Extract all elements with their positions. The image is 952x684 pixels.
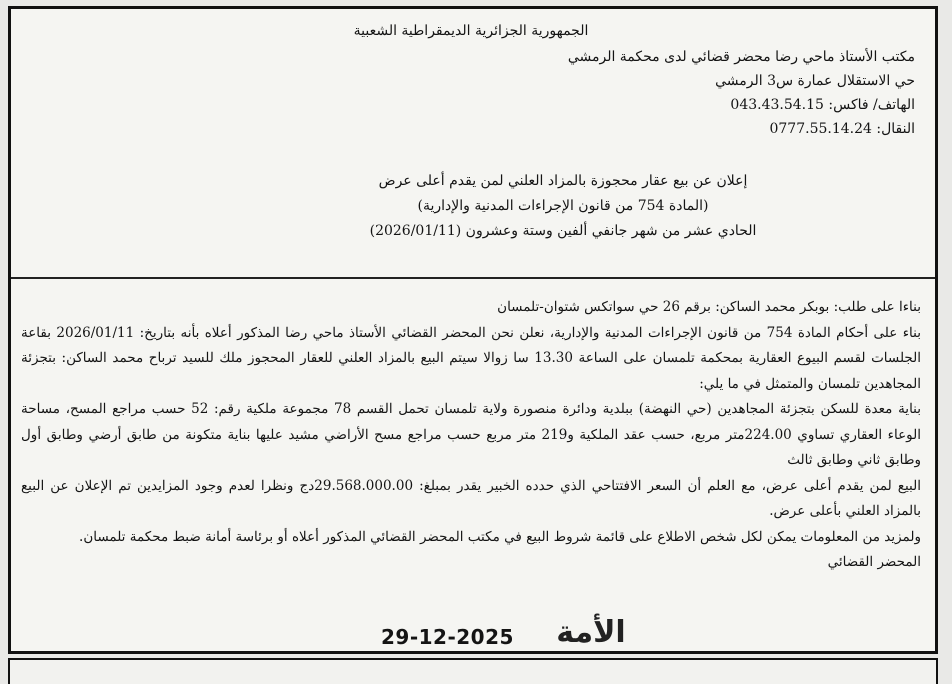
notice-title: إعلان عن بيع عقار محجوزة بالمزاد العلني لمن يقدم أعلى عرض bbox=[378, 173, 748, 189]
body-paragraph-legal: بناء على أحكام المادة 754 من قانون الإجراءات المدنية والإدارية، نعلن نحن المحضر القضائي الأستاذ ماحي رضا المذكور أعلاه بأنه بتاريخ: 2026/01/11 بقاعة الجلسات لقسم البيوع العقارية بمحكمة تلمسان على الساعة 13.30 سا زوالا سيتم البيع بالمزاد العلني للعقار المحجوز ملك للسيد ترباح محمد الساكن: بتجزئة المجاهدين تلمسان والمتمثل في ما يلي: bbox=[21, 324, 922, 392]
notice-heading bbox=[11, 169, 935, 244]
footer bbox=[11, 615, 935, 657]
office-header bbox=[21, 19, 921, 141]
announcement-frame bbox=[8, 6, 938, 654]
section-divider bbox=[11, 277, 935, 279]
republic-title: الجمهورية الجزائرية الديمقراطية الشعبية bbox=[353, 23, 589, 39]
next-announcement-edge bbox=[8, 658, 938, 684]
office-name: مكتب الأستاذ ماحي رضا محضر قضائي لدى محكمة الرمشي bbox=[567, 49, 915, 65]
newspaper-logo-text: الأمة bbox=[556, 615, 626, 650]
notice-date-line: الحادي عشر من شهر جانفي ألفين وستة وعشرون (2026/01/11) bbox=[369, 223, 757, 239]
office-address: حي الاستقلال عمارة س3 الرمشي bbox=[715, 73, 915, 89]
office-mobile: النقال: 0777.55.14.24 bbox=[769, 121, 915, 137]
body-paragraph-property: بناية معدة للسكن بتجزئة المجاهدين (حي النهضة) ببلدية ودائرة منصورة ولاية تلمسان تحمل القسم 78 مجموعة ملكية رقم: 52 حسب مراجع المسح، مساحة الوعاء العقاري تساوي 224.00متر مربع، حسب عقد الملكية و219 متر مربع حسب مراجع مسح الأراضي مشيد عليها بناية متكونة من طابق أرضي وطابق أول وطابق ثاني وطابق ثالث bbox=[21, 401, 922, 468]
notice-body bbox=[21, 295, 921, 576]
office-phone: الهاتف/ فاكس: 043.43.54.15 bbox=[730, 97, 915, 113]
signature: المحضر القضائي bbox=[827, 554, 921, 570]
publication-date: 29-12-2025 bbox=[381, 625, 514, 649]
body-paragraph-info: ولمزيد من المعلومات يمكن لكل شخص الاطلاع على قائمة شروط البيع في مكتب المحضر القضائي المذكور أعلاه أو برئاسة أمانة ضبط محكمة تلمسان. bbox=[79, 528, 921, 545]
newspaper-logo bbox=[517, 615, 665, 655]
body-paragraph-requester: بناءا على طلب: بوبكر محمد الساكن: برقم 26 حي سواتكس شتوان-تلمسان bbox=[497, 299, 921, 315]
date-underline bbox=[243, 651, 505, 653]
notice-article: (المادة 754 من قانون الإجراءات المدنية والإدارية) bbox=[417, 198, 709, 214]
body-paragraph-price: البيع لمن يقدم أعلى عرض، مع العلم أن السعر الافتتاحي الذي حدده الخبير يقدر بمبلغ: 29.568.000.00دج ونظرا لعدم وجود المزايدين تم الإعلان عن البيع بالمزاد العلني بأعلى عرض. bbox=[21, 477, 921, 519]
